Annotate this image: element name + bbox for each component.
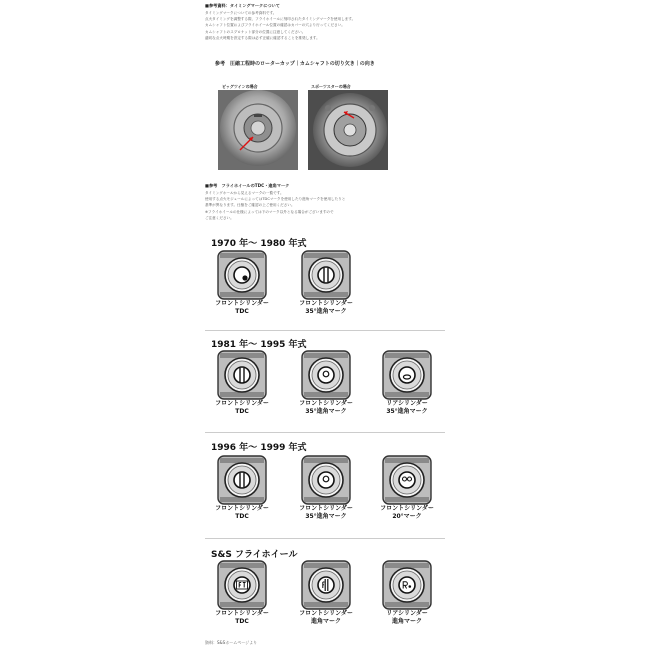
intro-heading: ■参考資料：タイミングマークについて [205, 3, 280, 8]
timing-mark [217, 250, 267, 300]
r-letter-icon [382, 560, 432, 610]
ft-letters-icon [217, 560, 267, 610]
double-line-icon [217, 350, 267, 400]
mark-caption: フロントシリンダー TDC [215, 505, 269, 520]
year-heading: 1981 年～ 1995 年式 [211, 340, 307, 350]
intro-line: 適切な点火時期を設定する際は必ず正確に確認することを推奨します。 [205, 35, 320, 40]
oval-icon [382, 350, 432, 400]
year-heading: 1970 年～ 1980 年式 [211, 239, 307, 249]
mark-caption: フロントシリンダー 35°進角マーク [299, 300, 353, 315]
timing-mark [217, 455, 267, 505]
footer-source: 資料：S&Sホームページより [205, 640, 258, 645]
year-heading: S&S フライホイール [211, 550, 298, 560]
mark-caption: フロントシリンダー 20°マーク [380, 505, 434, 520]
timing-mark [217, 350, 267, 400]
intro-line: タイミングマークについての参考資料です。 [205, 11, 277, 15]
timing-mark [382, 350, 432, 400]
mark-caption: リアシリンダー 進角マーク [386, 610, 428, 625]
timing-mark [217, 560, 267, 610]
reference-title: 参考 圧縮工程時のローターカップ｜カムシャフトの切り欠き｜の向き [215, 61, 375, 67]
timing-mark [382, 455, 432, 505]
mark-caption: フロントシリンダー 35°進角マーク [299, 400, 353, 415]
timing-mark [301, 455, 351, 505]
mark-caption: フロントシリンダー TDC [215, 400, 269, 415]
double-line-icon [301, 250, 351, 300]
timing-mark [301, 250, 351, 300]
flywheel-line: ご注意ください。 [205, 215, 234, 220]
small-circle-icon [301, 455, 351, 505]
flywheel-line: 使用する点火モジュールによってはTDCマークを使用したり進角マークを使用したりと [205, 197, 346, 202]
timing-mark [382, 560, 432, 610]
dot-circle-icon [217, 250, 267, 300]
flywheel-text [205, 190, 345, 221]
intro-text [205, 10, 355, 41]
photo-left-label: ビッグツインの場合 [222, 84, 258, 89]
mark-caption: フロントシリンダー TDC [215, 300, 269, 315]
sportster-photo [308, 90, 388, 170]
flywheel-heading: ■参考 フライホイールのTDC・進角マーク [205, 183, 290, 188]
intro-line: 点火タイミングを調整する際、フライホイールに刻印されたタイミングマークを使用します。 [205, 17, 356, 22]
small-circle-icon [301, 350, 351, 400]
divider [205, 538, 445, 539]
timing-mark [301, 350, 351, 400]
double-line-icon [217, 455, 267, 505]
f-letter-icon [301, 560, 351, 610]
mark-caption: フロントシリンダー 進角マーク [299, 610, 353, 625]
mark-caption: リアシリンダー 35°進角マーク [386, 400, 428, 415]
intro-line: カムシャフト位置およびフライホイール位置の確認はカバーの穴より行ってください。 [205, 23, 345, 28]
divider [205, 432, 445, 433]
two-dots-icon [382, 455, 432, 505]
big-twin-photo [218, 90, 298, 170]
timing-mark [301, 560, 351, 610]
intro-line: カムシャフトのスプロケット部分の位置に注意してください。 [205, 29, 306, 34]
mark-caption: フロントシリンダー TDC [215, 610, 269, 625]
flywheel-line: 基準が異なります。仕様をご確認の上ご使用ください。 [205, 203, 295, 208]
divider [205, 330, 445, 331]
flywheel-line: ※フライホイールの仕様によっては下のマーク以外となる場合がございますので [205, 209, 334, 214]
flywheel-line: タイミングホールから見えるマークの一覧です。 [205, 191, 284, 195]
photo-right-label: スポーツスターの場合 [311, 84, 351, 89]
year-heading: 1996 年～ 1999 年式 [211, 443, 307, 453]
mark-caption: フロントシリンダー 35°進角マーク [299, 505, 353, 520]
